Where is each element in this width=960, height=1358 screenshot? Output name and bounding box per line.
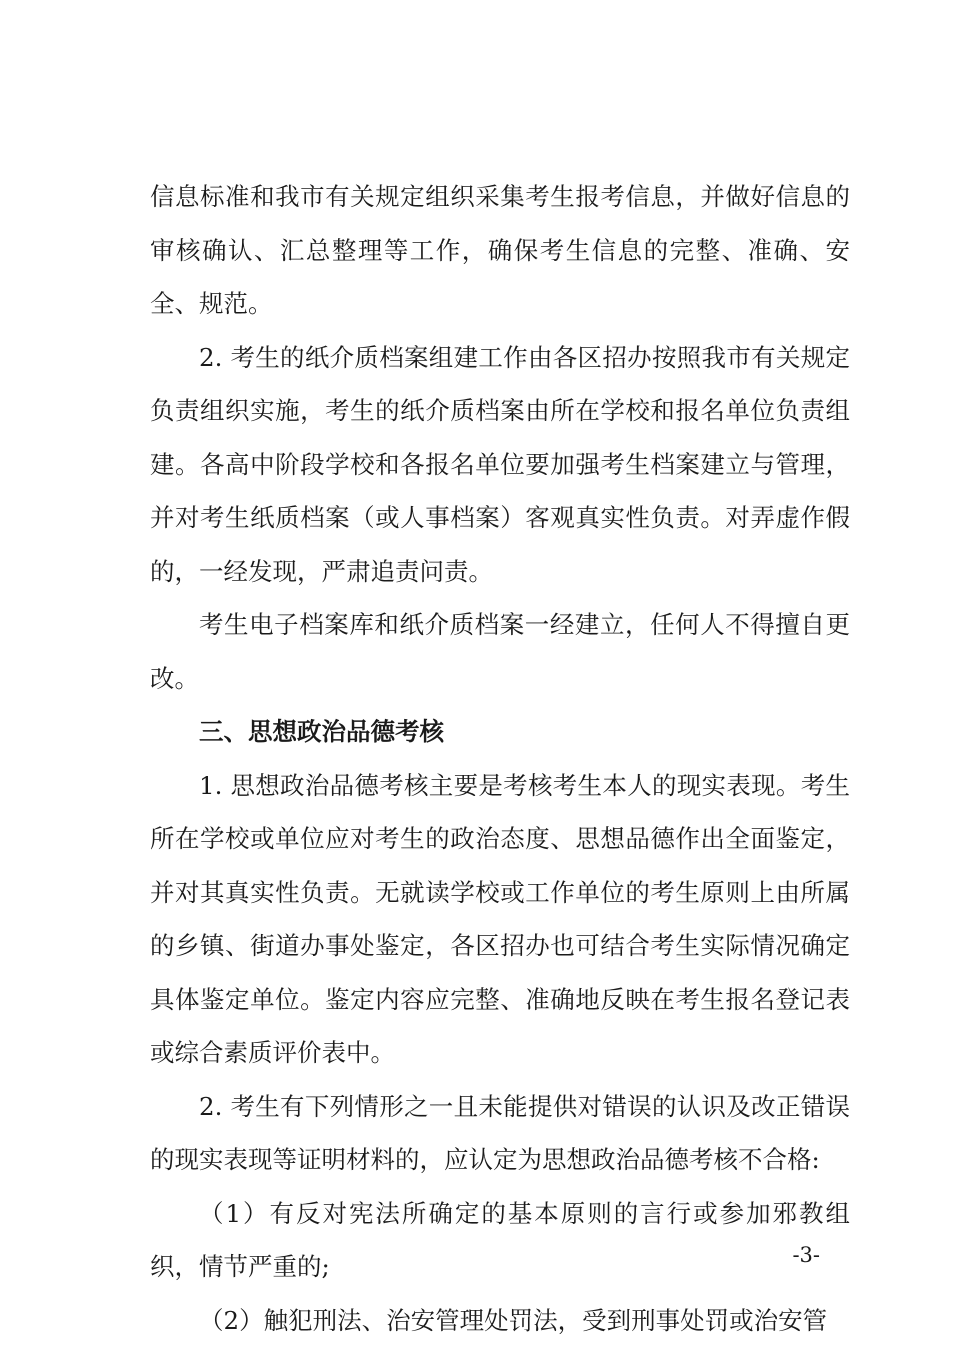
page-number: -3- — [792, 1243, 820, 1267]
section-heading-moral-assessment: 三、思想政治品德考核 — [199, 717, 444, 746]
paragraph-disqualification-conditions: 2. 考生有下列情形之一且未能提供对错误的认识及改正错误的现实表现等证明材料的，应认定为思想政治品德考核不合格: — [150, 1091, 850, 1174]
list-item-condition-2: （2）触犯刑法、治安管理处罚法，受到刑事处罚或治安管 — [199, 1305, 828, 1335]
body-text — [150, 170, 850, 1347]
paragraph-assessment-scope: 1. 思想政治品德考核主要是考核考生本人的现实表现。考生所在学校或单位应对考生的政治态度、思想品德作出全面鉴定，并对其真实性负责。无就读学校或工作单位的考生原则上由所属的乡镇、街道办事处鉴定，各区招办也可结合考生实际情况确定具体鉴定单位。鉴定内容应完整、准确地反映在考生报名登记表或综合素质评价表中。 — [150, 770, 850, 1067]
paragraph-no-modification: 考生电子档案库和纸介质档案一经建立，任何人不得擅自更改。 — [150, 610, 850, 693]
paragraph-archive-organization: 2. 考生的纸介质档案组建工作由各区招办按照我市有关规定负责组织实施，考生的纸介质档案由所在学校和报名单位负责组建。各高中阶段学校和各报名单位要加强考生档案建立与管理，并对考生纸质档案（或人事档案）客观真实性负责。对弄虚作假的，一经发现，严肃追责问责。 — [150, 342, 850, 586]
paragraph-continuation: 信息标准和我市有关规定组织采集考生报考信息，并做好信息的审核确认、汇总整理等工作，确保考生信息的完整、准确、安全、规范。 — [150, 182, 850, 318]
list-item-condition-1: （1）有反对宪法所确定的基本原则的言行或参加邪教组织，情节严重的; — [150, 1198, 850, 1281]
